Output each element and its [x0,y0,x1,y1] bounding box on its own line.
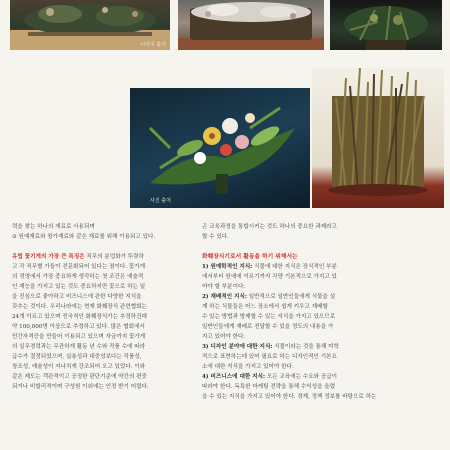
item-line: 일반인들에게 재배로 전달할 수 있을 정도의 내용을 가 [202,324,334,330]
section-title: 화훼장식기로서 활동을 하기 위해서는 [202,254,298,260]
body-line: 급수가 결정되었으며, 실용성과 대중성보다는 작품성, [12,354,142,360]
item-line: 소에 대한 지식을 가지고 있어야 한다. [202,364,294,370]
item-line: 에서부터 원예에 이르기까지 각양 기본적으로 가지고 있 [202,274,337,280]
item-line: 지고 있어야 한다. [202,334,246,340]
item-first-line: 1) 원예학적인 지식: 식물에 대한 지식은 장식적인 부분 [202,264,337,270]
left-text-column [12,222,198,392]
body-line: 민간자격증을 만들어 이용되고 있으며 자금까지 꽃가게 [12,334,146,340]
section-first-line: 유럽 꽃기게의 가장 큰 특징은 직무의 분업화가 뚜렷하 [12,254,145,260]
photo-branch-arrangement [330,0,442,50]
intro-line: 력을 찾는 하나의 재료로 사용되며 [12,224,95,230]
item-label: 1) 원예학적인 지식: [202,264,253,270]
body-line: 을 진심으로 좋아하고 비즈니스에 관한 다양한 지식을 [12,294,142,300]
item-first-line: 2) 재배적인 지식: 일반적으로 일반인들에게 식물을 설 [202,294,336,300]
photo-featured-floral-arrangement [130,88,310,208]
photo-grass-tower-arrangement [312,68,444,208]
item-label: 3) 디자인 분야에 대한 지식: [202,344,273,350]
photo-basket-arrangement [178,0,324,50]
item-first-line: 4) 비즈니스에 대한 지식: 모든 교육에는 수요와 공급이 [202,374,338,380]
body-line: 의 실무경력과는 무관하게 활동 년 수와 작품 수에 따라 [12,344,146,350]
item-line: 적으로 표현하는데 있어 필요로 하는 디자인적인 기본요 [202,354,337,360]
item-line: 계 하는 식물들은 어느 장소에서 쉽게 키우고 재배할 [202,304,328,310]
photo-credit: 사진 출처 [150,198,171,204]
item-line: 따라야 한다. 독특한 마케팅 전략을 통해 수익성을 올렸 [202,384,336,390]
body-line: 인 재능을 가지고 있는 것도 중요하지만 꽃으로 하는 일 [12,284,146,290]
body-line: 갖추는 것이다. 우리나라에는 현재 화훼장식 관련협회는 [12,304,147,310]
photo-tabletop-arrangement [10,0,170,50]
body-line: 고 각 직무별 가들이 전문화되어 있다는 점이다. 꽃가게 [12,264,146,270]
body-line: 창조성, 예술성이 지나치게 강조되어 오고 있었다. 이와 [12,364,146,370]
photo-credit: 이미지 출처 [140,42,166,48]
intro-line: 할 수 있다. [202,234,229,240]
intro-line: 곤 교육과정을 통합시키는 것도 하나의 중요한 과제라고 [202,224,337,230]
body-line: 24개 이르고 있으며 전국적인 화훼장식가는 추정하건데 [12,314,147,320]
item-label: 4) 비즈니스에 대한 지식: [202,374,266,380]
section-title: 유럽 꽃기게의 가장 큰 특징은 [12,254,85,260]
body-line: 같은 제도는 객관적이고 공정한 판단기준에 약간의 편중 [12,374,147,380]
item-line: 수 있는 방법과 방제할 수 있는 지식을 가지고 있으므로 [202,314,336,320]
right-text-column [202,222,432,402]
body-line: 되거나 비합리적이며 구성원 이외에는 인정 받기 어렵다. [12,384,149,390]
body-line: 약 100,000명 이상으로 추정하고 있다. 많은 협회에서 [12,324,145,330]
grass-tower-illustration [312,68,444,208]
item-line: 어야 할 부분이다. [202,284,246,290]
item-line: 을 수 있는 지식을 가지고 있어야 한다. 경제, 정책 정보를 바탕으로 하는 [202,394,377,400]
body-line: 의 경영에서 가장 중요하게 생각하는 첫 조건은 예술적 [12,274,144,280]
branch-arrangement-illustration [330,0,442,50]
item-label: 2) 재배적인 지식: [202,294,247,300]
featured-arrangement-illustration [130,88,310,208]
item-first-line: 3) 디자인 분야에 대한 지식: 식물이라는 것을 통해 미학 [202,344,339,350]
basket-arrangement-illustration [178,0,324,50]
intro-line: ⊙ 원예재료와 창가재료와 같은 재료를 위해 이용되고 있다. [12,234,156,240]
